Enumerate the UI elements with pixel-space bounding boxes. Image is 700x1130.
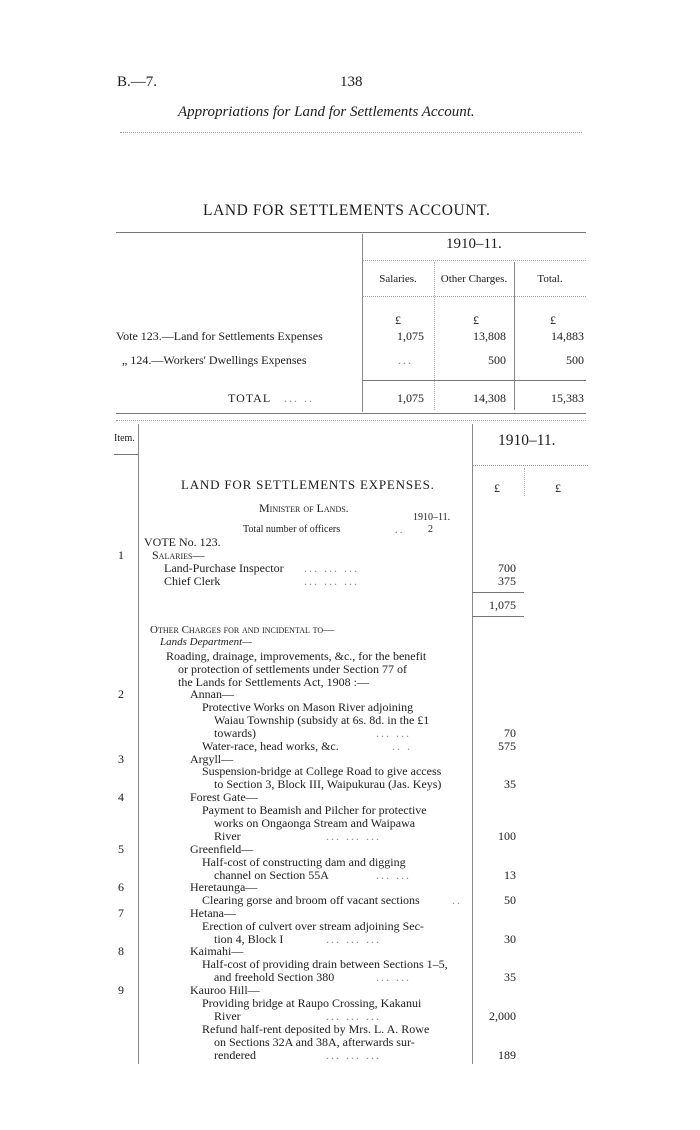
roading-line: Roading, drainage, improvements, &c., for the benefit <box>166 649 427 663</box>
item-number: 6 <box>118 880 124 894</box>
item-number: 2 <box>118 687 124 701</box>
entry-line: works on Ongaonga Stream and Waipawa <box>214 816 416 830</box>
summary-row-total: 14,883 <box>551 329 584 343</box>
salary-entry-label: Chief Clerk <box>164 574 221 588</box>
roading-line: or protection of settlements under Section 77 of <box>178 662 407 676</box>
summary-header-other: Other Charges. <box>440 273 508 285</box>
summary-total-dots: ... .. <box>284 391 314 405</box>
entry-amount: 100 <box>498 829 516 843</box>
item-number: 7 <box>118 906 124 920</box>
salaries-subtotal: 1,075 <box>489 598 516 612</box>
place-heading: Greenfield— <box>190 842 254 856</box>
item-number: 9 <box>118 983 124 997</box>
summary-row-other: 500 <box>488 353 506 367</box>
salary-entry-dots: ... ... ... <box>304 561 359 575</box>
item-number: 4 <box>118 790 124 804</box>
entry-dots: ... ... <box>376 726 411 740</box>
page-number: 138 <box>340 74 363 90</box>
entry-line: channel on Section 55A <box>214 868 329 882</box>
entry-line: to Section 3, Block III, Waipukurau (Jas. Keys) <box>214 777 442 791</box>
entry-line: Providing bridge at Raupo Crossing, Kakanui <box>202 996 422 1010</box>
item-number: 3 <box>118 752 124 766</box>
entry-line: Clearing gorse and broom off vacant sections <box>202 893 420 907</box>
entry-amount: 13 <box>504 868 516 882</box>
summary-top-rule <box>116 232 586 233</box>
summary-bottom-rule-2 <box>116 420 586 421</box>
entry-amount: 575 <box>498 739 516 753</box>
summary-row-label: Vote 123.—Land for Settlements Expenses <box>116 329 323 343</box>
place-heading: Kauroo Hill— <box>190 983 260 997</box>
summary-row-total: 500 <box>566 353 584 367</box>
entry-dots: .. <box>452 893 462 907</box>
entry-dots: .. . <box>392 739 412 753</box>
entry-line: and freehold Section 380 <box>214 970 335 984</box>
summary-row-label: „ 124.—Workers' Dwellings Expenses <box>122 353 307 367</box>
summary-header-total: Total. <box>537 273 563 285</box>
salary-entry-dots: ... ... ... <box>304 574 359 588</box>
summary-year-rule <box>362 260 586 261</box>
place-heading: Heretaunga— <box>190 880 258 894</box>
entry-line: River <box>214 829 241 843</box>
entry-line: rendered <box>214 1048 256 1062</box>
salaries-subtotal-rule-2 <box>472 616 524 617</box>
entry-line: on Sections 32A and 38A, afterwards sur- <box>214 1035 415 1049</box>
item-column-line <box>138 424 139 1064</box>
vote-heading: VOTE No. 123. <box>144 535 221 549</box>
summary-total-other: 14,308 <box>473 391 506 405</box>
entry-amount: 30 <box>504 932 516 946</box>
summary-total-rule <box>362 380 586 381</box>
entry-amount: 35 <box>504 777 516 791</box>
department-heading: Lands Department— <box>160 636 252 648</box>
entry-amount: 35 <box>504 970 516 984</box>
entry-amount: 50 <box>504 893 516 907</box>
details-currency-2: £ <box>555 481 561 495</box>
entry-dots: ... ... <box>376 970 411 984</box>
details-currency-1: £ <box>494 481 500 495</box>
summary-bottom-rule <box>116 413 586 414</box>
details-col-sep <box>524 468 525 496</box>
amount-column-line <box>472 424 473 1064</box>
entry-dots: ... ... ... <box>326 932 381 946</box>
entry-line: Half-cost of constructing dam and digging <box>202 855 406 869</box>
other-charges-heading: Other Charges for and incidental to— <box>150 624 335 636</box>
page-reference: B.—7. <box>117 74 158 90</box>
entry-dots: ... ... <box>376 868 411 882</box>
officers-year: 1910–11. <box>413 512 451 523</box>
place-heading: Kaimahi— <box>190 944 244 958</box>
item-column-header: Item. <box>114 433 135 444</box>
salaries-subtotal-rule <box>472 592 524 593</box>
officers-dots: .. <box>395 524 405 536</box>
summary-row-salaries: 1,075 <box>397 329 424 343</box>
place-heading: Argyll— <box>190 752 234 766</box>
summary-row-other: 13,808 <box>473 329 506 343</box>
summary-row-dots: ... <box>398 353 413 367</box>
entry-line: tion 4, Block I <box>214 932 284 946</box>
entry-dots: ... ... ... <box>326 1009 381 1023</box>
summary-total-total: 15,383 <box>551 391 584 405</box>
summary-year: 1910–11. <box>446 236 502 252</box>
place-heading: Hetana— <box>190 906 236 920</box>
place-heading: Forest Gate— <box>190 790 258 804</box>
entry-line: towards) <box>214 726 256 740</box>
item-number: 8 <box>118 944 124 958</box>
salary-entry-amount: 700 <box>498 561 516 575</box>
officers-label: Total number of officers <box>243 524 341 535</box>
currency-salaries: £ <box>395 313 401 327</box>
summary-header-salaries: Salaries. <box>379 273 417 285</box>
item-header-rule <box>114 454 138 455</box>
entry-dots: ... ... ... <box>326 829 381 843</box>
ministry-heading: Minister of Lands. <box>259 501 349 515</box>
entry-amount: 70 <box>504 726 516 740</box>
currency-other: £ <box>473 313 479 327</box>
entry-line: Suspension-bridge at College Road to give access <box>202 764 442 778</box>
entry-dots: ... ... ... <box>326 1048 381 1062</box>
entry-line: Erection of culvert over stream adjoining Sec- <box>202 919 424 933</box>
salary-entry-label: Land-Purchase Inspector <box>164 561 284 575</box>
officers-count: 2 <box>428 524 433 535</box>
entry-line: Half-cost of providing drain between Sections 1–5, <box>202 957 448 971</box>
item-number: 5 <box>118 842 124 856</box>
summary-title: LAND FOR SETTLEMENTS ACCOUNT. <box>203 202 491 219</box>
page-subtitle: Appropriations for Land for Settlements Account. <box>178 104 475 120</box>
details-year-rule <box>472 465 588 466</box>
salaries-heading: Salaries— <box>152 548 205 562</box>
entry-line: Water-race, head works, &c. <box>202 739 339 753</box>
entry-amount: 189 <box>498 1048 516 1062</box>
entry-line: Protective Works on Mason River adjoining <box>202 700 414 714</box>
divider <box>120 132 582 133</box>
details-year: 1910–11. <box>498 432 556 449</box>
item-number: 1 <box>118 548 124 562</box>
summary-total-label: TOTAL <box>228 391 272 405</box>
summary-header-rule <box>362 296 586 297</box>
place-heading: Annan— <box>190 687 234 701</box>
currency-total: £ <box>550 313 556 327</box>
roading-line: the Lands for Settlements Act, 1908 :— <box>178 675 369 689</box>
summary-total-salaries: 1,075 <box>397 391 424 405</box>
salary-entry-amount: 375 <box>498 574 516 588</box>
entry-amount: 2,000 <box>489 1009 516 1023</box>
entry-line: River <box>214 1009 241 1023</box>
entry-line: Refund half-rent deposited by Mrs. L. A. Rowe <box>202 1022 430 1036</box>
section-title: LAND FOR SETTLEMENTS EXPENSES. <box>181 477 435 492</box>
entry-line: Waiau Township (subsidy at 6s. 8d. in the £1 <box>214 713 430 727</box>
entry-line: Payment to Beamish and Pilcher for protective <box>202 803 427 817</box>
